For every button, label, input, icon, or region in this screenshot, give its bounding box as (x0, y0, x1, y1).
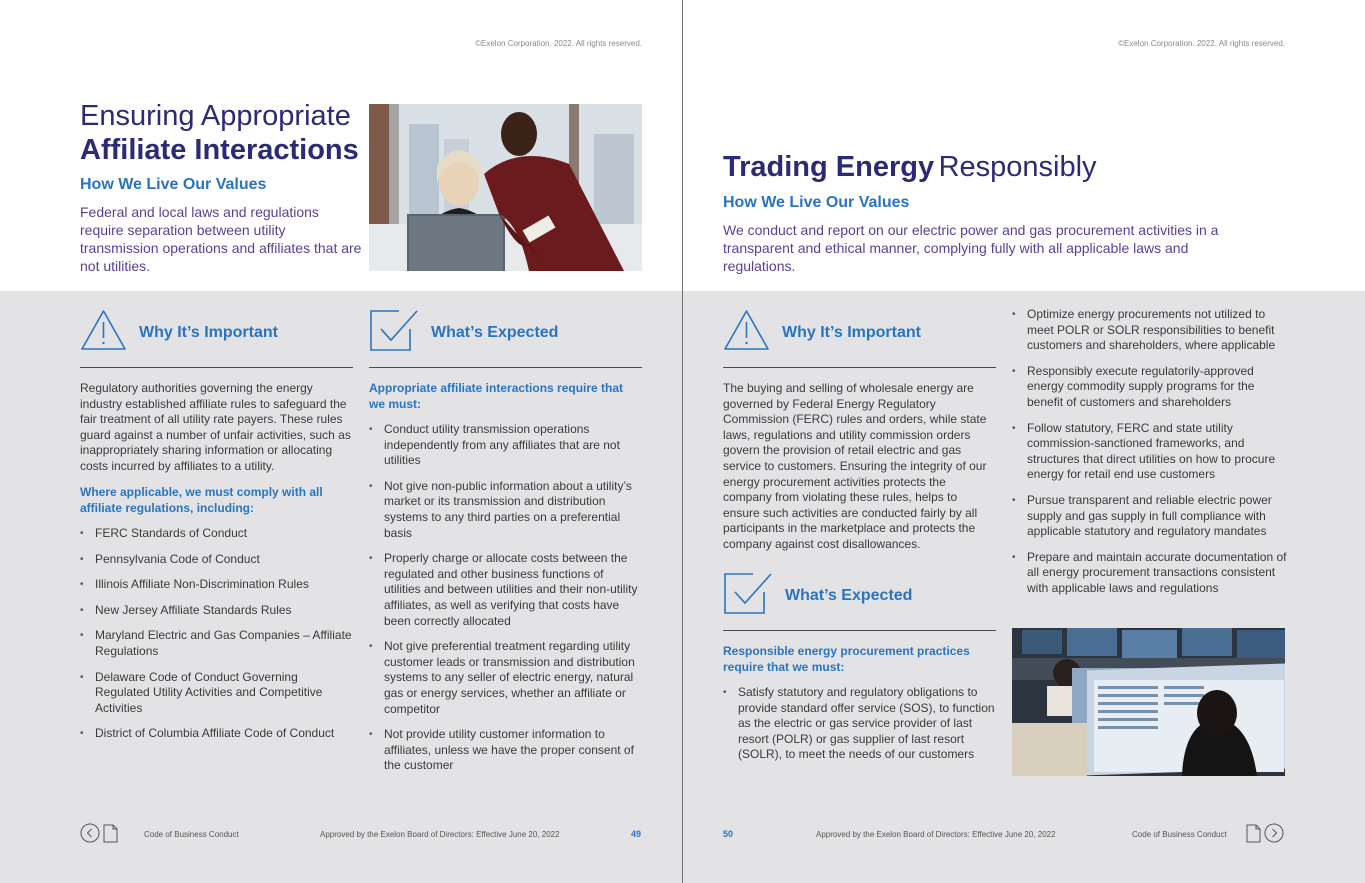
whats-expected-heading (369, 309, 558, 356)
why-important-body: The buying and selling of wholesale energy are governed by Federal Energy Regulatory Commission (FERC) rules and orders, while state laws, regulations and utility commission orders govern the provision of retail electric and gas service to customers. Ensuring the integrity of our energy procurement activities protects the company from violating these rules, helps to ensure such activities are conducted fairly by all participants in the marketplace and protects the company against cost disallowances. (723, 381, 987, 551)
warning-triangle-icon (723, 309, 770, 356)
footer-doc-title: Code of Business Conduct (1132, 829, 1227, 839)
list-item: • Pursue transparent and reliable electric power supply and gas supply in full compliance with applicable statutory and regulatory mandates (1012, 493, 1287, 540)
right-footer-nav (1246, 825, 1284, 843)
page-title (723, 150, 1283, 184)
right-page (683, 0, 1365, 883)
expected-actions-list (723, 685, 996, 773)
checkbox-check-icon (369, 309, 419, 356)
section-divider (369, 367, 642, 368)
list-item: • Not give preferential treatment regarding utility customer leads or transmission and distribution systems to any seller of electric energy, natural gas or energy services, whether an affiliate or competitor (369, 639, 642, 717)
page-number: 49 (631, 829, 642, 839)
left-footer-nav (80, 825, 118, 843)
why-important-heading (80, 309, 278, 356)
why-important-label: Why It’s Important (782, 323, 921, 341)
left-page (0, 0, 682, 883)
expected-actions-list (369, 422, 642, 784)
why-important-lead: Where applicable, we must comply with all affiliate regulations, including: (80, 485, 323, 515)
warning-triangle-icon (80, 309, 127, 356)
list-item: • District of Columbia Affiliate Code of Conduct (80, 726, 353, 742)
chevron-left-circle-icon[interactable] (80, 823, 100, 845)
list-item: • Pennsylvania Code of Conduct (80, 552, 353, 568)
list-item: • Illinois Affiliate Non-Discrimination Rules (80, 577, 353, 593)
list-item: • Not provide utility customer information to affiliates, unless we have the proper consent of the customer (369, 727, 642, 774)
list-item: • FERC Standards of Conduct (80, 526, 353, 542)
list-item: • Not give non-public information about a utility’s market or its transmission and distribution systems to any third parties on a preferential basis (369, 479, 642, 541)
values-subheading: How We Live Our Values (80, 176, 267, 193)
office-meeting-photo (369, 104, 642, 271)
intro-text: We conduct and report on our electric power and gas procurement activities in a transparent and ethical manner, complying fully with all applicable laws and regulations. (723, 222, 1219, 274)
page-document-icon[interactable] (1246, 824, 1261, 845)
list-item: • Maryland Electric and Gas Companies – Affiliate Regulations (80, 628, 353, 659)
whats-expected-heading (723, 572, 912, 619)
affiliate-regulations-list (80, 526, 353, 752)
procurement-actions-list (1012, 307, 1287, 607)
section-divider (80, 367, 353, 368)
why-important-body: Regulatory authorities governing the energy industry established affiliate rules to safeguard the fair treatment of all utility rate payers. These rules guard against a number of unfair activities, such as inappropriately sharing information or allocating costs incurred by affiliates to a utility. (80, 381, 351, 473)
checkbox-check-icon (723, 572, 773, 619)
list-item: • Prepare and maintain accurate documentation of all energy procurement transactions consistent with applicable laws and regulations (1012, 550, 1287, 597)
footer-approval: Approved by the Exelon Board of Directors: Effective June 20, 2022 (320, 829, 560, 839)
copyright-notice: ©Exelon Corporation. 2022. All rights reserved. (475, 39, 642, 48)
section-divider (723, 630, 996, 631)
page-title-light: Ensuring Appropriate (80, 100, 351, 132)
whats-expected-label: What’s Expected (431, 323, 559, 341)
page-title-light: Responsibly (938, 151, 1097, 183)
list-item: • Conduct utility transmission operations independently from any affiliates that are not utilities (369, 422, 642, 469)
trading-floor-photo (1012, 628, 1285, 776)
list-item: • New Jersey Affiliate Standards Rules (80, 603, 353, 619)
page-number: 50 (723, 829, 734, 839)
whats-expected-lead: Responsible energy procurement practices require that we must: (723, 644, 970, 674)
whats-expected-label: What’s Expected (785, 586, 913, 604)
page-title (80, 99, 370, 167)
page-document-icon[interactable] (103, 824, 118, 845)
section-divider (723, 367, 996, 368)
page-title-bold: Affiliate Interactions (80, 134, 359, 166)
page-title-bold: Trading Energy (723, 151, 935, 183)
list-item: • Properly charge or allocate costs between the regulated and other business functions of utilities and between utilities and their non-utility affiliates, as well as verifying that costs have been correctly allocated (369, 551, 642, 629)
list-item: • Responsibly execute regulatorily-approved energy commodity supply programs for the benefit of customers and shareholders (1012, 364, 1287, 411)
footer-doc-title: Code of Business Conduct (144, 829, 239, 839)
footer-approval: Approved by the Exelon Board of Directors: Effective June 20, 2022 (816, 829, 1056, 839)
why-important-heading (723, 309, 921, 356)
list-item: • Follow statutory, FERC and state utility commission-sanctioned frameworks, and structures that direct utilities on how to procure energy for retail end use customers (1012, 421, 1287, 483)
list-item: • Optimize energy procurements not utilized to meet POLR or SOLR responsibilities to benefit customers and shareholders, where applicable (1012, 307, 1287, 354)
intro-text: Federal and local laws and regulations require separation between utility transmission operations and affiliates that are not utilities. (80, 204, 362, 274)
whats-expected-lead: Appropriate affiliate interactions require that we must: (369, 381, 624, 411)
copyright-notice: ©Exelon Corporation. 2022. All rights reserved. (1118, 39, 1285, 48)
list-item: • Delaware Code of Conduct Governing Regulated Utility Activities and Competitive Activities (80, 670, 353, 717)
chevron-right-circle-icon[interactable] (1264, 823, 1284, 845)
why-important-label: Why It’s Important (139, 323, 278, 341)
values-subheading: How We Live Our Values (723, 194, 910, 211)
list-item: • Satisfy statutory and regulatory obligations to provide standard offer service (SOS), to function as the electric or gas service provider of last resort (POLR) or gas supplier of last resort (SOLR), to meet the needs of our customers (723, 685, 996, 763)
